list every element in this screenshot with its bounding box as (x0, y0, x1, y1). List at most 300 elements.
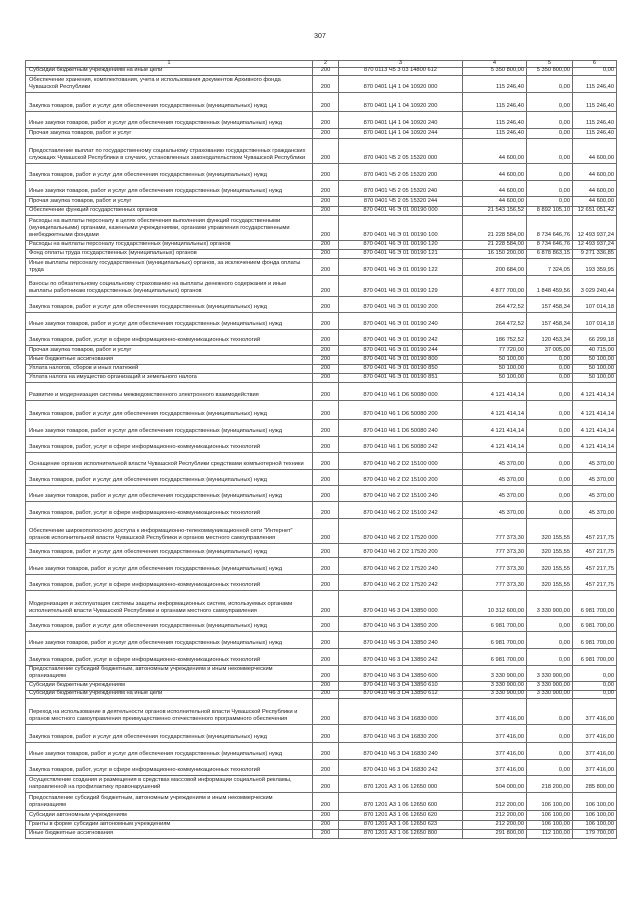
row-amount-col6: 457 217,75 (573, 544, 617, 557)
row-description: Предоставление выплат по государственному социальному страхованию государственных гражданских служащих Чувашской Республики в случаях, установленных законодательством Чувашской Республики (26, 139, 313, 163)
row-classification-code: 870 0410 Ч6 1 D6 50080 000 (339, 383, 463, 400)
budget-table (25, 60, 617, 839)
row-amount-col6: 6 981 700,00 (573, 632, 617, 648)
table-row (26, 486, 617, 502)
row-amount-col5: 0,00 (527, 725, 573, 742)
row-amount-col4: 10 312 600,00 (463, 591, 527, 616)
row-classification-code: 870 0410 Ч6 2 D2 15100 000 (339, 453, 463, 469)
table-row (26, 632, 617, 649)
row-amount-col6: 6 981 700,00 (573, 591, 617, 616)
row-amount-col5: 0,00 (527, 197, 573, 206)
row-line-code: 200 (313, 691, 339, 698)
row-amount-col5: 0,00 (527, 401, 573, 419)
row-classification-code: 870 0401 Ц4 1 04 10920 244 (339, 129, 463, 138)
row-description: Закупка товаров, работ и услуг для обеспечения государственных (муниципальных) нужд (26, 617, 313, 631)
row-description: Закупка товаров, работ, услуг в сфере информационно-коммуникационных технологий (26, 575, 313, 590)
row-amount-col5: 0,00 (527, 470, 573, 485)
row-classification-code: 870 0401 Ц4 1 04 10920 200 (339, 93, 463, 111)
table-row (26, 259, 617, 276)
table-row (26, 112, 617, 129)
row-description: Закупка товаров, работ и услуг для обеспечения государственных (муниципальных) нужд (26, 401, 313, 419)
row-line-code: 200 (313, 216, 339, 240)
row-amount-col6: 457 217,75 (573, 575, 617, 590)
row-amount-col6: 115 246,40 (573, 76, 617, 92)
row-amount-col6: 115 246,40 (573, 93, 617, 111)
row-amount-col5: 0,00 (527, 365, 573, 373)
row-classification-code: 870 0410 Ч6 3 D4 13850 242 (339, 649, 463, 665)
row-line-code: 200 (313, 793, 339, 810)
row-amount-col5: 0,00 (527, 129, 573, 138)
row-line-code: 200 (313, 365, 339, 373)
row-classification-code: 870 0410 Ч6 3 D4 13850 600 (339, 666, 463, 681)
row-line-code: 200 (313, 591, 339, 616)
row-description: Переход на использование в деятельности органов исполнительной власти Чувашской Республики и органов местного самоуправления преимущественно отечественного программного обеспечения (26, 699, 313, 724)
row-amount-col4: 4 121 414,14 (463, 383, 527, 400)
header-col-2: 2 (313, 61, 339, 67)
row-amount-col4: 45 370,00 (463, 486, 527, 501)
table-row (26, 356, 617, 365)
row-line-code: 200 (313, 207, 339, 215)
row-line-code: 200 (313, 821, 339, 829)
row-line-code: 200 (313, 420, 339, 436)
row-amount-col6: 377 416,00 (573, 725, 617, 742)
row-line-code: 200 (313, 743, 339, 759)
row-classification-code: 870 0401 Ч6 Э 01 00190 244 (339, 346, 463, 355)
row-amount-col5: 0,00 (527, 632, 573, 648)
row-classification-code: 870 0410 Ч6 2 D2 17520 242 (339, 575, 463, 590)
row-line-code: 200 (313, 453, 339, 469)
row-amount-col6: 45 370,00 (573, 470, 617, 485)
row-amount-col6: 107 014,18 (573, 313, 617, 329)
row-amount-col4: 212 200,00 (463, 811, 527, 820)
row-amount-col6: 179 700,00 (573, 830, 617, 838)
row-amount-col6: 12 651 051,42 (573, 207, 617, 215)
table-row (26, 544, 617, 558)
row-description: Предоставление субсидий бюджетным, автономным учреждениям и иным некоммерческим организациям (26, 666, 313, 681)
row-description: Расходы на выплаты персоналу в целях обеспечения выполнения функций государственными (муниципальными) органами, казенными учреждениями, органами управления государственными внебюджетными фондами (26, 216, 313, 240)
row-amount-col5: 120 453,34 (527, 330, 573, 345)
row-amount-col4: 5 350 800,00 (463, 68, 527, 75)
table-row (26, 821, 617, 830)
row-amount-col6: 44 600,00 (573, 164, 617, 180)
row-amount-col6: 457 217,75 (573, 558, 617, 574)
row-description: Иные закупки товаров, работ и услуг для обеспечения государственных (муниципальных) нужд (26, 632, 313, 648)
row-line-code: 200 (313, 129, 339, 138)
table-row (26, 76, 617, 93)
row-classification-code: 870 0410 Ч6 2 D2 17520 240 (339, 558, 463, 574)
row-line-code: 200 (313, 259, 339, 275)
table-row (26, 420, 617, 437)
row-classification-code: 870 0113 Ч5 3 03 14800 612 (339, 68, 463, 75)
row-description: Иные закупки товаров, работ и услуг для обеспечения государственных (муниципальных) нужд (26, 313, 313, 329)
row-amount-col4: 212 200,00 (463, 793, 527, 810)
row-line-code: 200 (313, 164, 339, 180)
row-amount-col5: 106 100,00 (527, 811, 573, 820)
row-description: Гранты в форме субсидии автономным учреждениям (26, 821, 313, 829)
row-amount-col6: 12 493 937,24 (573, 216, 617, 240)
row-description: Иные закупки товаров, работ и услуг для обеспечения государственных (муниципальных) нужд (26, 558, 313, 574)
header-col-3: 3 (339, 61, 463, 67)
row-amount-col5: 320 155,55 (527, 575, 573, 590)
row-amount-col4: 777 373,30 (463, 558, 527, 574)
row-amount-col5: 1 848 459,56 (527, 276, 573, 296)
row-amount-col6: 377 416,00 (573, 760, 617, 775)
row-description: Иные закупки товаров, работ и услуг для обеспечения государственных (муниципальных) нужд (26, 112, 313, 128)
row-line-code: 200 (313, 250, 339, 258)
row-amount-col5: 0,00 (527, 374, 573, 382)
row-classification-code: 870 0401 Ц4 1 04 10920 240 (339, 112, 463, 128)
row-classification-code: 870 0401 Ч6 Э 01 00190 100 (339, 216, 463, 240)
row-amount-col4: 212 200,00 (463, 821, 527, 829)
row-description: Закупка товаров, работ и услуг для обеспечения государственных (муниципальных) нужд (26, 544, 313, 557)
row-amount-col4: 3 330 900,00 (463, 691, 527, 698)
row-line-code: 200 (313, 356, 339, 364)
row-classification-code: 870 1201 А3 1 06 12650 620 (339, 811, 463, 820)
row-description: Закупка товаров, работ и услуг для обеспечения государственных (муниципальных) нужд (26, 93, 313, 111)
table-row (26, 346, 617, 356)
row-classification-code: 870 0410 Ч6 3 D4 13850 612 (339, 691, 463, 698)
row-amount-col4: 21 543 156,52 (463, 207, 527, 215)
row-description: Иные закупки товаров, работ и услуг для обеспечения государственных (муниципальных) нужд (26, 420, 313, 436)
table-row (26, 725, 617, 743)
row-amount-col6: 4 121 414,14 (573, 420, 617, 436)
row-classification-code: 870 0401 Ц4 1 04 10920 000 (339, 76, 463, 92)
row-classification-code: 870 0410 Ч6 3 D4 13850 000 (339, 591, 463, 616)
row-line-code: 200 (313, 313, 339, 329)
row-classification-code: 870 0410 Ч6 3 D4 16830 242 (339, 760, 463, 775)
row-description: Закупка товаров, работ, услуг в сфере информационно-коммуникационных технологий (26, 330, 313, 345)
table-row (26, 666, 617, 682)
row-amount-col4: 45 370,00 (463, 470, 527, 485)
row-amount-col5: 0,00 (527, 699, 573, 724)
row-description: Модернизация и эксплуатация системы защиты информационных систем, используемых органами исполнительной власти Чувашской Республики и органами местного самоуправления (26, 591, 313, 616)
row-amount-col4: 77 720,00 (463, 346, 527, 355)
table-row (26, 216, 617, 241)
row-classification-code: 870 0410 Ч6 2 D2 15100 242 (339, 502, 463, 518)
row-classification-code: 870 0410 Ч6 3 D4 16830 240 (339, 743, 463, 759)
table-row (26, 139, 617, 164)
row-amount-col6: 193 359,95 (573, 259, 617, 275)
row-amount-col5: 0,00 (527, 112, 573, 128)
row-amount-col4: 186 752,52 (463, 330, 527, 345)
row-line-code: 200 (313, 544, 339, 557)
row-amount-col5: 3 330 900,00 (527, 691, 573, 698)
row-classification-code: 870 0410 Ч6 3 D4 16830 200 (339, 725, 463, 742)
row-classification-code: 870 0410 Ч6 2 D2 17520 200 (339, 544, 463, 557)
row-line-code: 200 (313, 575, 339, 590)
row-amount-col6: 106 100,00 (573, 821, 617, 829)
row-amount-col5: 3 330 900,00 (527, 591, 573, 616)
row-description: Иные закупки товаров, работ и услуг для обеспечения государственных (муниципальных) нужд (26, 181, 313, 196)
row-amount-col4: 377 416,00 (463, 725, 527, 742)
row-classification-code: 870 0410 Ч6 2 D2 15100 240 (339, 486, 463, 501)
row-description: Прочая закупка товаров, работ и услуг (26, 346, 313, 355)
table-row (26, 453, 617, 470)
row-amount-col4: 4 121 414,14 (463, 420, 527, 436)
row-classification-code: 870 0401 Ч5 2 05 15320 000 (339, 139, 463, 163)
table-row (26, 276, 617, 297)
row-description: Предоставление субсидий бюджетным, автономным учреждениям и иным некоммерческим организациям (26, 793, 313, 810)
row-line-code: 200 (313, 470, 339, 485)
row-amount-col4: 115 246,40 (463, 93, 527, 111)
row-description: Закупка товаров, работ и услуг для обеспечения государственных (муниципальных) нужд (26, 297, 313, 312)
row-line-code: 200 (313, 181, 339, 196)
row-description: Закупка товаров, работ, услуг в сфере информационно-коммуникационных технологий (26, 760, 313, 775)
row-description: Иные выплаты персоналу государственных (муниципальных) органов, за исключением фонда оплаты труда (26, 259, 313, 275)
row-description: Фонд оплаты труда государственных (муниципальных) органов (26, 250, 313, 258)
row-description: Уплата налога на имущество организаций и земельного налога (26, 374, 313, 382)
row-amount-col4: 504 000,00 (463, 776, 527, 792)
row-amount-col5: 0,00 (527, 93, 573, 111)
row-amount-col6: 50 100,00 (573, 374, 617, 382)
row-line-code: 200 (313, 276, 339, 296)
row-line-code: 200 (313, 330, 339, 345)
header-col-4: 4 (463, 61, 527, 67)
row-amount-col6: 4 121 414,14 (573, 401, 617, 419)
row-classification-code: 870 0401 Ч6 Э 01 00190 850 (339, 365, 463, 373)
row-amount-col5: 0,00 (527, 486, 573, 501)
table-row (26, 68, 617, 76)
row-description: Субсидии автономным учреждениям (26, 811, 313, 820)
row-amount-col5: 8 734 646,76 (527, 216, 573, 240)
row-amount-col4: 44 600,00 (463, 164, 527, 180)
row-line-code: 200 (313, 76, 339, 92)
row-description: Обеспечение функций государственных органов (26, 207, 313, 215)
row-amount-col6: 45 370,00 (573, 486, 617, 501)
row-amount-col4: 45 370,00 (463, 453, 527, 469)
row-amount-col4: 16 150 200,00 (463, 250, 527, 258)
row-line-code: 200 (313, 666, 339, 681)
row-classification-code: 870 0410 Ч6 1 D6 50080 200 (339, 401, 463, 419)
row-description: Иные бюджетные ассигнования (26, 830, 313, 838)
row-classification-code: 870 0401 Ч6 Э 01 00190 800 (339, 356, 463, 364)
table-row (26, 743, 617, 760)
row-classification-code: 870 0401 Ч6 Э 01 00190 121 (339, 250, 463, 258)
row-amount-col6: 115 246,40 (573, 129, 617, 138)
row-amount-col5: 320 155,55 (527, 519, 573, 543)
row-amount-col6: 0,00 (573, 666, 617, 681)
row-description: Закупка товаров, работ, услуг в сфере информационно-коммуникационных технологий (26, 437, 313, 452)
row-amount-col6: 4 121 414,14 (573, 383, 617, 400)
row-amount-col5: 8 892 105,10 (527, 207, 573, 215)
row-amount-col4: 4 121 414,14 (463, 401, 527, 419)
row-amount-col5: 0,00 (527, 356, 573, 364)
row-description: Закупка товаров, работ и услуг для обеспечения государственных (муниципальных) нужд (26, 725, 313, 742)
row-classification-code: 870 0401 Ч5 2 05 15320 240 (339, 181, 463, 196)
row-amount-col5: 6 878 863,15 (527, 250, 573, 258)
row-line-code: 200 (313, 197, 339, 206)
row-amount-col5: 0,00 (527, 760, 573, 775)
row-classification-code: 870 0401 Ч6 Э 01 00190 129 (339, 276, 463, 296)
table-row (26, 181, 617, 197)
row-classification-code: 870 0410 Ч6 3 D4 13850 200 (339, 617, 463, 631)
row-classification-code: 870 0401 Ч5 2 05 15320 244 (339, 197, 463, 206)
row-amount-col6: 107 014,18 (573, 297, 617, 312)
table-row (26, 502, 617, 519)
table-row (26, 470, 617, 486)
row-amount-col4: 3 330 900,00 (463, 666, 527, 681)
row-amount-col4: 115 246,40 (463, 112, 527, 128)
row-line-code: 200 (313, 776, 339, 792)
row-amount-col4: 777 373,30 (463, 519, 527, 543)
header-col-1: 1 (26, 61, 313, 67)
row-line-code: 200 (313, 112, 339, 128)
row-line-code: 200 (313, 811, 339, 820)
table-row (26, 830, 617, 839)
row-description: Иные закупки товаров, работ и услуг для обеспечения государственных (муниципальных) нужд (26, 743, 313, 759)
table-row (26, 365, 617, 374)
row-description: Оснащение органов исполнительной власти Чувашской Республики средствами компьютерной техники (26, 453, 313, 469)
table-row (26, 330, 617, 346)
row-line-code: 200 (313, 486, 339, 501)
row-amount-col6: 0,00 (573, 68, 617, 75)
row-amount-col4: 44 600,00 (463, 139, 527, 163)
row-classification-code: 870 1201 А3 1 06 12650 800 (339, 830, 463, 838)
table-row (26, 575, 617, 591)
row-amount-col6: 285 800,00 (573, 776, 617, 792)
row-line-code: 200 (313, 760, 339, 775)
row-classification-code: 870 0410 Ч6 3 D4 13850 610 (339, 682, 463, 690)
row-amount-col5: 0,00 (527, 743, 573, 759)
row-amount-col6: 45 370,00 (573, 502, 617, 518)
row-amount-col4: 50 100,00 (463, 374, 527, 382)
row-amount-col6: 377 416,00 (573, 699, 617, 724)
table-row (26, 401, 617, 420)
row-classification-code: 870 0401 Ч6 Э 01 00190 242 (339, 330, 463, 345)
row-description: Закупка товаров, работ, услуг в сфере информационно-коммуникационных технологий (26, 649, 313, 665)
row-amount-col5: 0,00 (527, 437, 573, 452)
row-description: Субсидии бюджетным учреждениям (26, 682, 313, 690)
header-col-6: 6 (573, 61, 617, 67)
row-classification-code: 870 0401 Ч6 Э 01 00190 120 (339, 241, 463, 249)
row-line-code: 200 (313, 297, 339, 312)
row-line-code: 200 (313, 139, 339, 163)
row-line-code: 200 (313, 558, 339, 574)
row-amount-col4: 115 246,40 (463, 129, 527, 138)
row-amount-col4: 21 228 584,00 (463, 241, 527, 249)
row-amount-col5: 0,00 (527, 420, 573, 436)
row-amount-col4: 115 246,40 (463, 76, 527, 92)
row-amount-col6: 45 370,00 (573, 453, 617, 469)
row-classification-code: 870 0410 Ч6 2 D2 17520 000 (339, 519, 463, 543)
row-amount-col5: 3 330 900,00 (527, 666, 573, 681)
row-classification-code: 870 0401 Ч6 Э 01 00190 000 (339, 207, 463, 215)
row-amount-col4: 44 600,00 (463, 181, 527, 196)
row-classification-code: 870 0410 Ч6 3 D4 13850 240 (339, 632, 463, 648)
row-classification-code: 870 1201 А3 1 06 12650 000 (339, 776, 463, 792)
table-row (26, 129, 617, 139)
row-line-code: 200 (313, 725, 339, 742)
row-description: Закупка товаров, работ и услуг для обеспечения государственных (муниципальных) нужд (26, 164, 313, 180)
row-amount-col5: 8 734 646,76 (527, 241, 573, 249)
row-amount-col6: 40 715,00 (573, 346, 617, 355)
table-row (26, 558, 617, 575)
row-line-code: 200 (313, 346, 339, 355)
row-classification-code: 870 0401 Ч5 2 05 15320 200 (339, 164, 463, 180)
row-amount-col5: 112 100,00 (527, 830, 573, 838)
row-classification-code: 870 0401 Ч6 Э 01 00190 122 (339, 259, 463, 275)
row-amount-col6: 106 100,00 (573, 811, 617, 820)
row-classification-code: 870 0401 Ч6 Э 01 00190 200 (339, 297, 463, 312)
row-description: Прочая закупка товаров, работ и услуг (26, 129, 313, 138)
row-amount-col6: 0,00 (573, 691, 617, 698)
row-description: Иные закупки товаров, работ и услуг для обеспечения государственных (муниципальных) нужд (26, 486, 313, 501)
row-amount-col5: 5 350 800,00 (527, 68, 573, 75)
table-row (26, 383, 617, 401)
row-description: Субсидии бюджетным учреждениям на иные цели (26, 691, 313, 698)
row-line-code: 200 (313, 519, 339, 543)
row-amount-col5: 157 458,34 (527, 297, 573, 312)
row-amount-col5: 106 100,00 (527, 793, 573, 810)
row-amount-col5: 0,00 (527, 649, 573, 665)
row-line-code: 200 (313, 699, 339, 724)
table-row (26, 313, 617, 330)
row-classification-code: 870 0410 Ч6 1 D6 50080 242 (339, 437, 463, 452)
row-amount-col6: 106 100,00 (573, 793, 617, 810)
row-amount-col5: 0,00 (527, 76, 573, 92)
table-row (26, 811, 617, 821)
row-line-code: 200 (313, 93, 339, 111)
row-classification-code: 870 0410 Ч6 2 D2 15100 200 (339, 470, 463, 485)
row-amount-col5: 3 330 900,00 (527, 682, 573, 690)
row-description: Субсидии бюджетным учреждениям на иные цели (26, 68, 313, 75)
row-amount-col4: 291 800,00 (463, 830, 527, 838)
row-amount-col6: 44 600,00 (573, 139, 617, 163)
row-amount-col4: 21 228 584,00 (463, 216, 527, 240)
table-row (26, 374, 617, 383)
table-row (26, 197, 617, 207)
table-row (26, 93, 617, 112)
row-amount-col6: 9 271 336,85 (573, 250, 617, 258)
row-amount-col6: 4 121 414,14 (573, 437, 617, 452)
row-amount-col6: 44 600,00 (573, 197, 617, 206)
table-row (26, 649, 617, 666)
row-amount-col5: 0,00 (527, 617, 573, 631)
row-amount-col6: 44 600,00 (573, 181, 617, 196)
row-description: Расходы на выплаты персоналу государственных (муниципальных) органов (26, 241, 313, 249)
table-row (26, 437, 617, 453)
row-description: Иные бюджетные ассигнования (26, 356, 313, 364)
row-amount-col5: 0,00 (527, 383, 573, 400)
row-description: Взносы по обязательному социальному страхованию на выплаты денежного содержания и иные выплаты работникам государственных (муниципальных) органов (26, 276, 313, 296)
row-amount-col5: 320 155,55 (527, 544, 573, 557)
row-amount-col5: 157 458,34 (527, 313, 573, 329)
row-line-code: 200 (313, 617, 339, 631)
row-description: Осуществление создания и размещения в средствах массовой информации социальной рекламы, направленной на профилактику правонарушений (26, 776, 313, 792)
row-amount-col4: 4 877 700,00 (463, 276, 527, 296)
table-row (26, 691, 617, 699)
row-classification-code: 870 0410 Ч6 1 D6 50080 240 (339, 420, 463, 436)
table-row (26, 591, 617, 617)
row-amount-col4: 377 416,00 (463, 699, 527, 724)
row-amount-col4: 4 121 414,14 (463, 437, 527, 452)
row-line-code: 200 (313, 437, 339, 452)
row-amount-col5: 320 155,55 (527, 558, 573, 574)
row-amount-col6: 457 217,75 (573, 519, 617, 543)
table-row (26, 207, 617, 216)
row-amount-col6: 12 493 937,24 (573, 241, 617, 249)
row-line-code: 200 (313, 241, 339, 249)
row-amount-col4: 45 370,00 (463, 502, 527, 518)
row-amount-col6: 50 100,00 (573, 365, 617, 373)
row-amount-col5: 7 324,05 (527, 259, 573, 275)
row-amount-col5: 0,00 (527, 502, 573, 518)
row-amount-col4: 50 100,00 (463, 365, 527, 373)
row-line-code: 200 (313, 649, 339, 665)
page-number: 307 (314, 33, 326, 40)
row-amount-col4: 377 416,00 (463, 743, 527, 759)
row-amount-col4: 777 373,30 (463, 544, 527, 557)
